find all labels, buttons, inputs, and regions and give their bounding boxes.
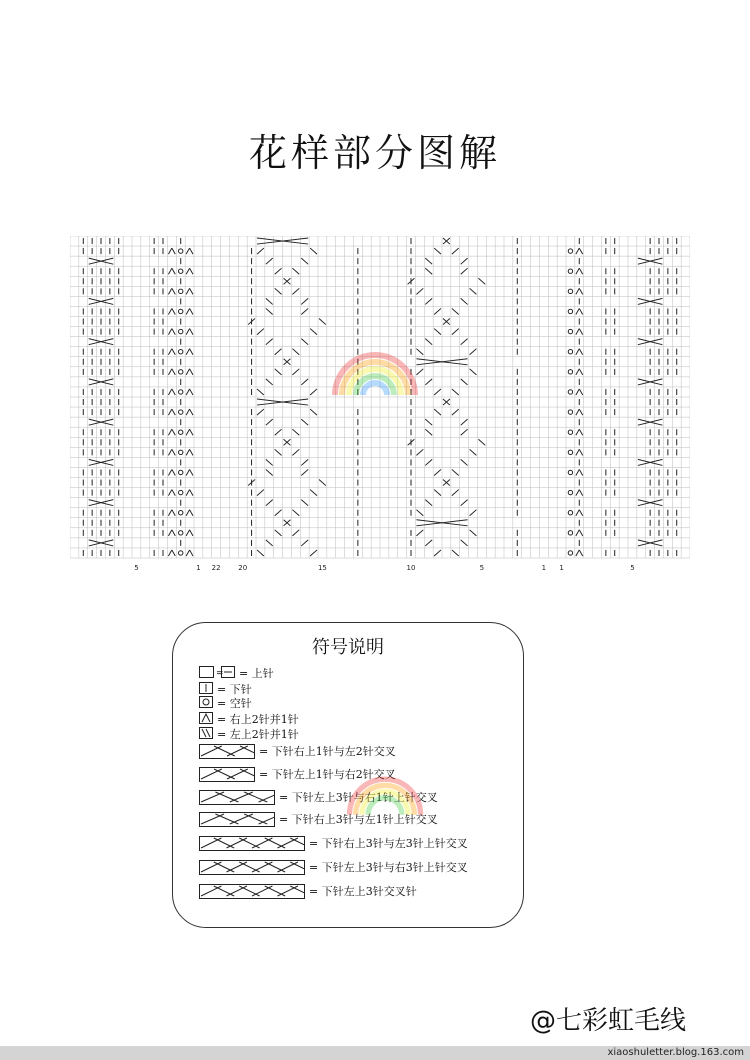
cross-3b-symbol [199,767,255,782]
legend-item-label: = 下针右上3针与左3针上针交叉 [309,837,468,850]
cross-4b-symbol [199,812,275,827]
legend-item-label: = 下针 [217,683,252,696]
legend-item-label: = 左上2针并1针 [217,728,299,741]
legend-item [199,695,252,711]
chart-column-number: 15 [317,564,327,572]
page-title: 花样部分图解 [248,131,501,175]
brand-watermark: @七彩虹毛线 [530,1006,687,1036]
yo-box-symbol [199,696,213,711]
right-dec-box-symbol [199,712,213,727]
footer-url: xiaoshuletter.blog.163.com [607,1047,744,1058]
legend-item-label: = 右上2针并1针 [217,713,299,726]
legend-item [199,665,274,681]
legend-item [199,711,299,727]
legend-item-label: = 下针左上3针与右3针上针交叉 [309,861,468,874]
legend-item-label: = 下针左上3针与右1针上针交叉 [279,791,438,804]
legend-item [199,883,417,899]
rainbow-logo-watermark [330,340,420,404]
chart-column-number: 22 [211,564,221,572]
knitting-chart [70,236,690,576]
chart-column-number: 1 [541,564,547,572]
left-dec-box-symbol [199,727,213,742]
svg-text:=: = [216,668,224,679]
legend-item-label: = 上针 [239,667,274,680]
legend-item [199,859,468,875]
chart-column-number: 1 [559,564,564,572]
chart-column-number: 5 [134,564,139,572]
legend-item-label: = 下针右上1针与左2针交叉 [259,745,396,758]
cross-4-symbol [199,790,275,805]
legend-item-label: = 下针左上3针交叉针 [309,885,417,898]
legend-item [199,743,396,759]
cross-6b-symbol [199,860,305,875]
chart-column-number: 5 [479,564,485,572]
legend-item [199,726,299,742]
cross-6c-symbol [199,884,305,899]
footer-bar [0,1046,750,1060]
empty-box-symbol [199,666,235,681]
chart-column-number: 5 [630,564,635,572]
chart-column-number: 10 [406,564,416,572]
legend-item-label: = 下针左上1针与右2针交叉 [259,768,396,781]
legend-title: 符号说明 [312,637,384,658]
legend-item [199,835,468,851]
cross-6-symbol [199,836,305,851]
rainbow-logo-watermark-2 [345,765,425,824]
legend-item-label: = 空针 [217,697,252,710]
legend-item-label: = 下针右上3针与左1针上针交叉 [279,813,438,826]
chart-column-number: 1 [196,564,201,572]
chart-column-number: 20 [238,564,248,572]
cross-3-symbol [199,744,255,759]
